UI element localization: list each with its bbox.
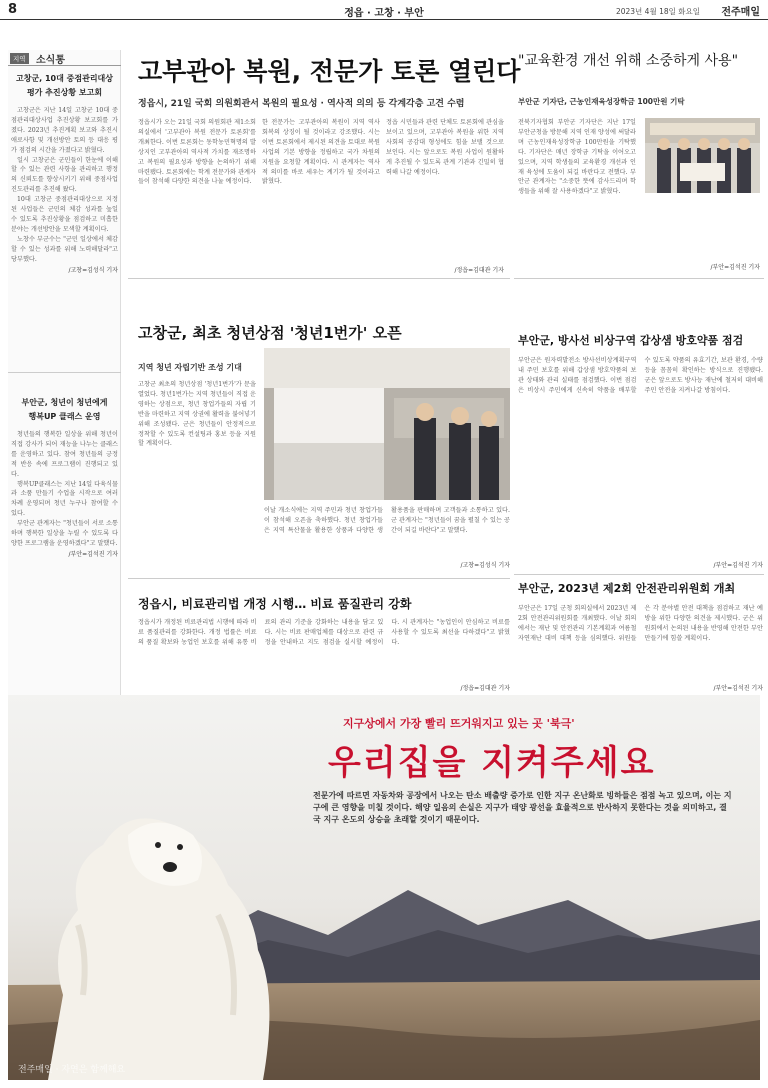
brief-1-para: 10대 고창군 중점관리대상으로 지정된 사업들은 군민의 체감 성과를 높일 수 있도록 추진상황을 점검하고 미흡한 분야는 개선방안을 모색할 계획이다.	[11, 196, 118, 233]
top-story-subhead: 정읍시, 21일 국회 의원회관서 복원의 필요성 · 역사적 의의 등 각계각층 고견 수렴	[138, 99, 465, 109]
lower-story-byline: /정읍=김대관 기자	[460, 685, 510, 692]
top-story-col-3: 정읍 시민들과 관련 단체도 토론회에 관심을 보이고 있으며, 고부관아 복원을 위한 지역사회의 공감대 형성에도 힘을 보탤 것으로 보인다. 시는 앞으로도 복원 사업이 원활하게 추진될 수 있도록 관계 기관과 긴밀히 협력해 나갈 예정이다.	[386, 119, 504, 176]
top-story-byline: /정읍=김대관 기자	[454, 267, 504, 274]
ad-headline: 우리집을 지켜주세요	[328, 743, 656, 783]
top-story-col-1: 정읍시가 오는 21일 국회 의원회관 제1소회의실에서 '고부관아 복원 전문가 토론회'를 개최한다. 이번 토론회는 동학농민혁명의 발상지인 고부관아의 역사적 가치를 재조명하고 복원의 필요성과 방향을 논의하기 위해 마련됐다. 토론회에는 학계 전문가와 관계자들이 참석해 다양한 의견을 나눌 예정이다.	[138, 119, 256, 186]
mid-story-byline: /고창=김성식 기자	[460, 562, 510, 569]
ad-body: 전문가에 따르면 자동차와 공장에서 나오는 탄소 배출량 증가로 인한 지구 온난화로 빙하들은 점점 녹고 있으며, 이는 지구에 큰 영향을 미칠 것이다. 해양 일음의 손실은 지구가 태양 광선을 효율적으로 반사하지 못한다는 것을 의미하고, 결국 지구 온도의 상승을 초래할 것이기 때문이다.	[313, 791, 732, 824]
right-top-headline: "교육환경 개선 위해 소중하게 사용"	[518, 53, 739, 69]
right-bottom-body: 부안군은 17일 군청 회의실에서 2023년 제2회 안전관리위원회를 개최했다. 이날 회의에서는 재난 및 안전관리 기본계획과 여름철 자연재난 대비 대책 등을 심의했다. 위원들은 각 분야별 안전 대책을 점검하고 재난 예방을 위한 다양한 의견을 제시했다. 군은 위원회에서 논의된 내용을 반영해 안전한 부안 만들기에 힘쓸 계획이다.	[518, 605, 763, 642]
brief-2-byline: /부안=김석진 기자	[68, 550, 118, 558]
brief-1-para: 노창수 부군수는 "군민 일상에서 체감할 수 있는 성과를 위해 노력해달라"고 당부했다.	[11, 235, 118, 263]
brief-2-title-line1: 부안군, 청년이 청년에게	[21, 398, 108, 407]
brief-1-byline: /고창=김성식 기자	[68, 266, 118, 274]
paper-name: 전주매일	[721, 7, 760, 18]
page-header	[0, 0, 768, 20]
mid-story-subhead: 지역 청년 자립기반 조성 기대	[138, 363, 242, 372]
top-story-headline: 고부관아 복원, 전문가 토론 열린다	[138, 57, 521, 86]
news-tag	[8, 50, 121, 66]
lower-story-headline: 정읍시, 비료관리법 개정 시행… 비료 품질관리 강화	[138, 597, 412, 611]
right-top-body: 전북기자협회 부안군 기자단은 지난 17일 부안군청을 방문해 지역 인재 양성에 써달라며 근농인재육성장학금 100만원을 기탁했다. 기자단은 매년 장학금 기탁을 이어오고 있으며, 지역 학생들의 교육환경 개선과 인재 육성에 도움이 되길 바란다고 전했다. 부안군 관계자는 "소중한 뜻에 감사드리며 학생들을 위해 잘 사용하겠다"고 밝혔다.	[518, 119, 636, 196]
brief-2-para: 부안군 관계자는 "청년들이 서로 소통하며 행복한 일상을 누릴 수 있도록 다양한 프로그램을 운영하겠다"고 말했다.	[11, 520, 118, 547]
section-title: 정읍 · 고창 · 부안	[344, 8, 424, 19]
right-top-subhead: 부안군 기자단, 근농인재육성장학금 100만원 기탁	[518, 97, 685, 106]
right-mid-byline: /부안=김석진 기자	[713, 562, 763, 569]
brief-1-para: 일시 고창군은 군민들이 한눈에 이해할 수 있는 관련 사항을 관리하고 행정의 신뢰도를 향상시키기 위해 중점사업 진도관리를 추진해 왔다.	[11, 156, 118, 194]
brief-2-para: 청년들의 행복한 일상을 위해 청년이 직접 강사가 되어 재능을 나누는 클래스를 운영하고 있다. 참여 청년들의 긍정적 반응 속에 프로그램이 진행되고 있다.	[11, 431, 118, 478]
mid-story-body: 고창군 최초의 청년상점 '청년1번가'가 문을 열었다. 청년1번가는 지역 청년들이 직접 운영하는 상점으로, 청년 창업가들의 자립 기반을 마련하고 지역 상권에 활력을 불어넣기 위해 조성됐다. 군은 청년들이 안정적으로 정착할 수 있도록 컨설팅과 홍보 등을 지원할 계획이다.	[138, 381, 256, 448]
ad-tagline: 지구상에서 가장 빨리 뜨거워지고 있는 곳 '북극'	[343, 717, 575, 730]
mid-story-headline: 고창군, 최초 청년상점 '청년1번가' 오픈	[138, 324, 402, 342]
brief-1-para: 고창군은 지난 14일 고창군 10대 중점관리대상사업 추진상황 보고회를 가졌다. 2023년 추진계획 보고와 추진시 애로사항 및 개선방안 토의 등 대응 평가 점검의 시간을 가졌다고 밝혔다.	[11, 107, 118, 154]
right-mid-body: 부안군은 원자력발전소 방사선비상계획구역 내 주민 보호를 위해 갑상샘 방호약품의 보관 상태와 관리 실태를 점검했다. 이번 점검은 비상시 주민에게 신속히 약품을 배부할 수 있도록 약품의 유효기간, 보관 환경, 수량 등을 꼼꼼히 확인하는 방식으로 진행됐다. 군은 앞으로도 방사능 재난에 철저히 대비해 주민 안전을 지켜나갈 방침이다.	[518, 357, 763, 394]
tag-title: 소식통	[36, 55, 65, 66]
mid-story-body-2: 이날 개소식에는 지역 주민과 청년 창업가들이 참석해 오픈을 축하했다. 청년 창업가들은 지역 특산물을 활용한 상품과 다양한 생활용품을 판매하며 고객들과 소통하고 있다. 군 관계자는 "청년들이 꿈을 펼칠 수 있는 공간이 되길 바란다"고 말했다.	[264, 507, 510, 534]
right-mid-headline: 부안군, 방사선 비상구역 갑상샘 방호약품 점검	[518, 334, 744, 347]
brief-1-title-line2: 평가 추진상황 보고회	[26, 88, 103, 97]
shop-photo	[264, 348, 510, 500]
brief-2-body	[11, 430, 118, 549]
brief-story-1	[11, 72, 118, 274]
tag-label: 지역	[10, 53, 29, 64]
brief-story-2	[11, 396, 118, 558]
top-story-col-2: 한 전문가는 고부관아의 복원이 지역 역사 회복의 상징이 될 것이라고 강조했다. 시는 이번 토론회에서 제시된 의견을 토대로 복원 사업의 기본 방향을 정립하고 국가 차원의 지원을 요청할 계획이다. 시 관계자는 역사적 의미를 바로 세우는 계기가 될 것이라고 밝혔다.	[262, 119, 380, 186]
issue-date: 2023년 4월 18일 화요일	[615, 7, 700, 16]
right-bottom-byline: /부안=김석진 기자	[713, 685, 763, 692]
ad-stamp: 전주매일 · 자연은 함께해요	[18, 1065, 126, 1075]
donation-photo	[645, 118, 760, 193]
page-number: 8	[8, 2, 18, 17]
brief-1-title-line1: 고창군, 10대 중점관리대상	[15, 74, 114, 83]
climate-advertisement	[8, 695, 760, 1080]
brief-1-body	[11, 106, 118, 265]
right-top-byline: /부안=김석진 기자	[710, 264, 760, 271]
lower-story-body: 정읍시가 개정된 비료관리법 시행에 따라 비료 품질관리를 강화한다. 개정 법률은 비료의 품질 확보와 농업인 보호를 위해 유통 비료의 관리 기준을 강화하는 내용을 담고 있다. 시는 비료 판매업체를 대상으로 관련 규정을 안내하고 지도 점검을 실시할 예정이다. 시 관계자는 "농업인이 안심하고 비료를 사용할 수 있도록 최선을 다하겠다"고 밝혔다.	[138, 619, 510, 646]
right-bottom-headline: 부안군, 2023년 제2회 안전관리위원회 개최	[518, 582, 736, 595]
brief-2-title-line2: 행복UP 클래스 운영	[28, 412, 101, 421]
left-news-column	[8, 50, 121, 720]
brief-2-para: 행복UP클래스는 지난 14일 다육식물과 소품 만들기 수업을 시작으로 여러 차례 운영되며 청년 누구나 참여할 수 있다.	[11, 480, 118, 518]
